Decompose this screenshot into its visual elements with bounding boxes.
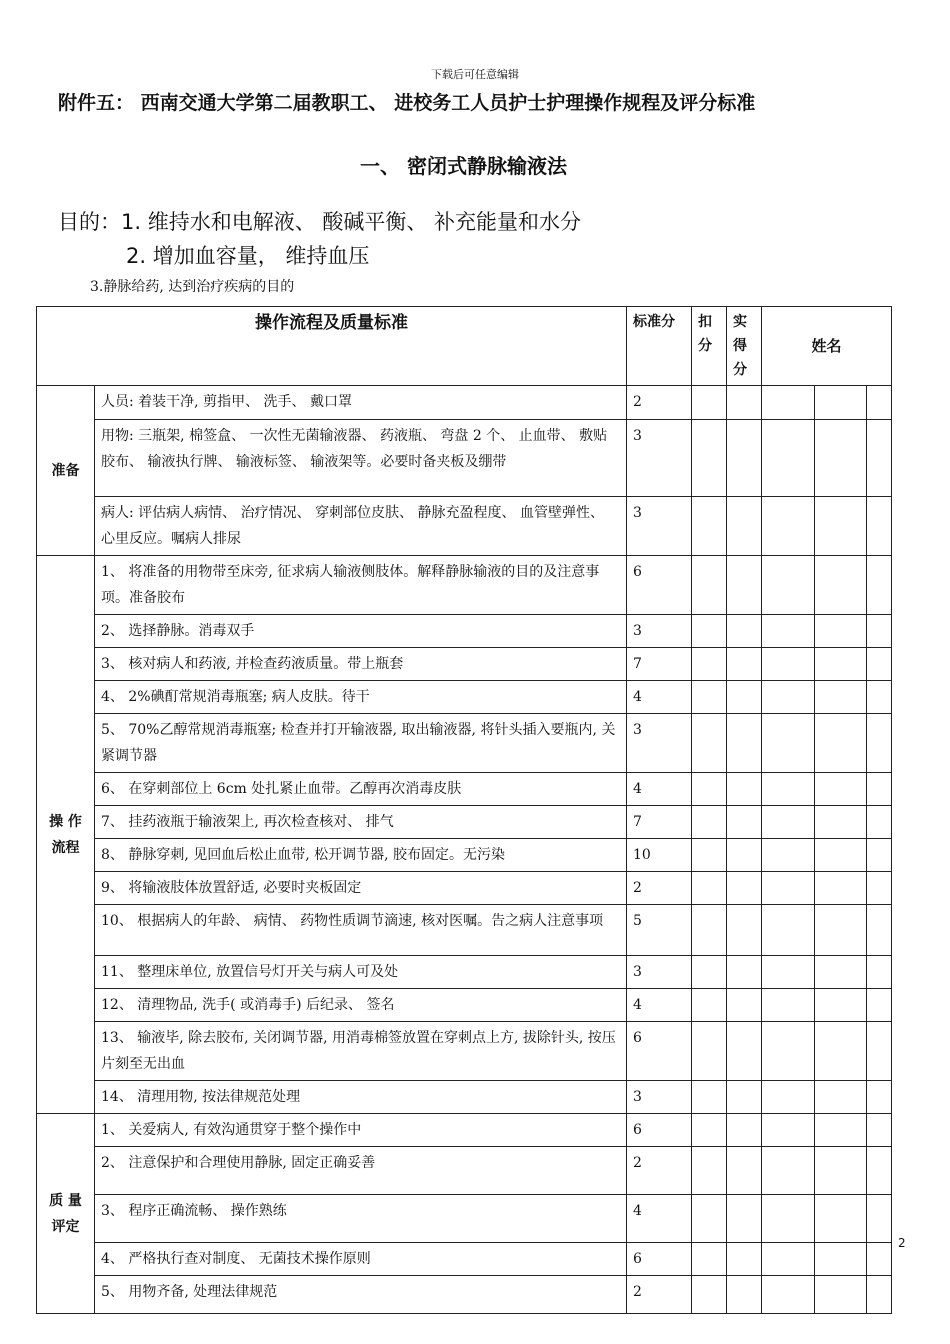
name-score-cell[interactable] <box>762 806 815 839</box>
name-score-cell[interactable] <box>815 1195 867 1243</box>
actual-score-cell[interactable] <box>727 1022 762 1081</box>
actual-score-cell[interactable] <box>727 806 762 839</box>
name-score-cell[interactable] <box>815 773 867 806</box>
purpose-line-1: 目的：1. 维持水和电解液、 酸碱平衡、 补充能量和水分 <box>58 210 582 234</box>
name-score-cell[interactable] <box>867 615 892 648</box>
actual-score-cell[interactable] <box>727 556 762 615</box>
scoring-table <box>36 306 892 1314</box>
item-text: 14、 清理用物, 按法律规范处理 <box>95 1081 627 1114</box>
item-text: 4、 2%碘酊常规消毒瓶塞; 病人皮肤。待干 <box>95 681 627 714</box>
item-text: 用物: 三瓶架, 棉签盒、 一次性无菌输液器、 药液瓶、 弯盘 2 个、 止血带、 敷贴胶布、 输液执行牌、 输液标签、 输液架等。必要时备夹板及绷带 <box>95 420 627 497</box>
deduct-cell[interactable] <box>692 681 727 714</box>
item-standard-score: 6 <box>627 1114 692 1147</box>
table-row <box>37 1195 892 1243</box>
name-score-cell[interactable] <box>815 839 867 872</box>
name-score-cell[interactable] <box>762 905 815 956</box>
name-score-cell[interactable] <box>867 806 892 839</box>
table-row <box>37 714 892 773</box>
deduct-cell[interactable] <box>692 1022 727 1081</box>
item-text: 8、 静脉穿刺, 见回血后松止血带, 松开调节器, 胶布固定。无污染 <box>95 839 627 872</box>
actual-score-cell[interactable] <box>727 714 762 773</box>
item-standard-score: 2 <box>627 872 692 905</box>
name-score-cell[interactable] <box>762 839 815 872</box>
item-text: 3、 程序正确流畅、 操作熟练 <box>95 1195 627 1243</box>
name-score-cell[interactable] <box>867 872 892 905</box>
name-score-cell[interactable] <box>762 1195 815 1243</box>
item-standard-score: 6 <box>627 1022 692 1081</box>
purpose-line-2: 2. 增加血容量， 维持血压 <box>126 244 370 268</box>
deduct-cell[interactable] <box>692 806 727 839</box>
name-score-cell[interactable] <box>867 1243 892 1276</box>
name-score-cell[interactable] <box>867 839 892 872</box>
table-row <box>37 1114 892 1147</box>
name-score-cell[interactable] <box>867 648 892 681</box>
item-standard-score: 3 <box>627 420 692 497</box>
name-score-cell[interactable] <box>762 615 815 648</box>
name-score-cell[interactable] <box>867 905 892 956</box>
item-standard-score: 2 <box>627 386 692 420</box>
deduct-cell[interactable] <box>692 989 727 1022</box>
name-score-cell[interactable] <box>815 1081 867 1114</box>
table-row <box>37 806 892 839</box>
item-standard-score: 6 <box>627 556 692 615</box>
document-title: 附件五： 西南交通大学第二届教职工、 进校务工人员护士护理操作规程及评分标准 <box>58 92 756 114</box>
deduct-cell[interactable] <box>692 773 727 806</box>
header-actual: 实得分 <box>727 307 762 386</box>
deduct-cell[interactable] <box>692 1243 727 1276</box>
name-score-cell[interactable] <box>762 648 815 681</box>
name-score-cell[interactable] <box>762 556 815 615</box>
item-text: 6、 在穿刺部位上 6cm 处扎紧止血带。乙醇再次消毒皮肤 <box>95 773 627 806</box>
header-name: 姓名 <box>762 307 892 386</box>
deduct-cell[interactable] <box>692 497 727 556</box>
name-score-cell[interactable] <box>815 681 867 714</box>
section-subtitle: 一、 密闭式静脉输液法 <box>360 154 567 178</box>
item-standard-score: 5 <box>627 905 692 956</box>
name-score-cell[interactable] <box>762 420 815 497</box>
name-score-cell[interactable] <box>815 497 867 556</box>
actual-score-cell[interactable] <box>727 989 762 1022</box>
name-score-cell[interactable] <box>762 1022 815 1081</box>
name-score-cell[interactable] <box>762 773 815 806</box>
name-score-cell[interactable] <box>867 1022 892 1081</box>
actual-score-cell[interactable] <box>727 1276 762 1314</box>
actual-score-cell[interactable] <box>727 773 762 806</box>
name-score-cell[interactable] <box>815 1147 867 1195</box>
name-score-cell[interactable] <box>815 956 867 989</box>
item-standard-score: 10 <box>627 839 692 872</box>
name-score-cell[interactable] <box>762 956 815 989</box>
item-text: 5、 70%乙醇常规消毒瓶塞; 检查并打开输液器, 取出输液器, 将针头插入要瓶内, 关紧调节器 <box>95 714 627 773</box>
table-row <box>37 1147 892 1195</box>
name-score-cell[interactable] <box>815 1114 867 1147</box>
item-text: 病人: 评估病人病情、 治疗情况、 穿刺部位皮肤、 静脉充盈程度、 血管壁弹性、 心里反应。嘱病人排尿 <box>95 497 627 556</box>
header-standard: 标准分 <box>627 307 692 386</box>
actual-score-cell[interactable] <box>727 956 762 989</box>
deduct-cell[interactable] <box>692 1081 727 1114</box>
deduct-cell[interactable] <box>692 839 727 872</box>
deduct-cell[interactable] <box>692 556 727 615</box>
name-score-cell[interactable] <box>867 420 892 497</box>
deduct-cell[interactable] <box>692 872 727 905</box>
purpose-line-3: 3.静脉给药, 达到治疗疾病的目的 <box>90 279 295 295</box>
item-standard-score: 7 <box>627 648 692 681</box>
item-text: 4、 严格执行查对制度、 无菌技术操作原则 <box>95 1243 627 1276</box>
item-standard-score: 4 <box>627 773 692 806</box>
category-label: 准备 <box>37 386 95 556</box>
table-header-row <box>37 307 892 386</box>
item-text: 5、 用物齐备, 处理法律规范 <box>95 1276 627 1314</box>
item-text: 2、 注意保护和合理使用静脉, 固定正确妥善 <box>95 1147 627 1195</box>
name-score-cell[interactable] <box>762 1081 815 1114</box>
name-score-cell[interactable] <box>762 989 815 1022</box>
item-standard-score: 2 <box>627 1276 692 1314</box>
table-row <box>37 839 892 872</box>
name-score-cell[interactable] <box>867 1114 892 1147</box>
actual-score-cell[interactable] <box>727 1243 762 1276</box>
item-standard-score: 4 <box>627 989 692 1022</box>
name-score-cell[interactable] <box>815 648 867 681</box>
actual-score-cell[interactable] <box>727 905 762 956</box>
name-score-cell[interactable] <box>867 956 892 989</box>
name-score-cell[interactable] <box>867 1147 892 1195</box>
name-score-cell[interactable] <box>867 1195 892 1243</box>
item-text: 1、 将准备的用物带至床旁, 征求病人输液侧肢体。解释静脉输液的目的及注意事项。准备胶布 <box>95 556 627 615</box>
name-score-cell[interactable] <box>867 497 892 556</box>
actual-score-cell[interactable] <box>727 615 762 648</box>
actual-score-cell[interactable] <box>727 497 762 556</box>
deduct-cell[interactable] <box>692 615 727 648</box>
table-row <box>37 648 892 681</box>
name-score-cell[interactable] <box>815 420 867 497</box>
name-score-cell[interactable] <box>815 806 867 839</box>
deduct-cell[interactable] <box>692 956 727 989</box>
item-text: 人员: 着装干净, 剪指甲、 洗手、 戴口罩 <box>95 386 627 420</box>
name-score-cell[interactable] <box>867 989 892 1022</box>
category-label: 质 量 评定 <box>37 1114 95 1314</box>
header-deduct: 扣分 <box>692 307 727 386</box>
name-score-cell[interactable] <box>762 1114 815 1147</box>
actual-score-cell[interactable] <box>727 1114 762 1147</box>
name-score-cell[interactable] <box>867 1081 892 1114</box>
table-row <box>37 386 892 420</box>
deduct-cell[interactable] <box>692 420 727 497</box>
name-score-cell[interactable] <box>762 497 815 556</box>
item-text: 13、 输液毕, 除去胶布, 关闭调节器, 用消毒棉签放置在穿刺点上方, 拔除针头, 按压片刻至无出血 <box>95 1022 627 1081</box>
name-score-cell[interactable] <box>762 1147 815 1195</box>
table-row <box>37 681 892 714</box>
deduct-cell[interactable] <box>692 714 727 773</box>
item-standard-score: 3 <box>627 1081 692 1114</box>
actual-score-cell[interactable] <box>727 648 762 681</box>
name-score-cell[interactable] <box>815 1022 867 1081</box>
category-label: 操 作 流程 <box>37 556 95 1114</box>
actual-score-cell[interactable] <box>727 681 762 714</box>
table-row <box>37 615 892 648</box>
table-row <box>37 497 892 556</box>
item-text: 9、 将输液肢体放置舒适, 必要时夹板固定 <box>95 872 627 905</box>
name-score-cell[interactable] <box>762 386 815 420</box>
item-standard-score: 7 <box>627 806 692 839</box>
item-standard-score: 6 <box>627 1243 692 1276</box>
name-score-cell[interactable] <box>762 872 815 905</box>
deduct-cell[interactable] <box>692 905 727 956</box>
item-standard-score: 3 <box>627 497 692 556</box>
table-row <box>37 773 892 806</box>
name-score-cell[interactable] <box>867 714 892 773</box>
item-text: 12、 清理物品, 洗手( 或消毒手) 后纪录、 签名 <box>95 989 627 1022</box>
name-score-cell[interactable] <box>815 1243 867 1276</box>
actual-score-cell[interactable] <box>727 839 762 872</box>
actual-score-cell[interactable] <box>727 1147 762 1195</box>
name-score-cell[interactable] <box>815 386 867 420</box>
deduct-cell[interactable] <box>692 648 727 681</box>
actual-score-cell[interactable] <box>727 872 762 905</box>
deduct-cell[interactable] <box>692 1276 727 1314</box>
item-text: 1、 关爱病人, 有效沟通贯穿于整个操作中 <box>95 1114 627 1147</box>
item-text: 7、 挂药液瓶于输液架上, 再次检查核对、 排气 <box>95 806 627 839</box>
table-row <box>37 420 892 497</box>
item-standard-score: 4 <box>627 681 692 714</box>
item-standard-score: 3 <box>627 714 692 773</box>
name-score-cell[interactable] <box>762 681 815 714</box>
name-score-cell[interactable] <box>815 1276 867 1314</box>
table-row <box>37 556 892 615</box>
name-score-cell[interactable] <box>867 556 892 615</box>
name-score-cell[interactable] <box>815 615 867 648</box>
header-process: 操作流程及质量标准 <box>37 307 627 386</box>
table-row <box>37 1022 892 1081</box>
page-number: 2 <box>898 1236 906 1250</box>
name-score-cell[interactable] <box>867 386 892 420</box>
deduct-cell[interactable] <box>692 1195 727 1243</box>
actual-score-cell[interactable] <box>727 1195 762 1243</box>
name-score-cell[interactable] <box>762 714 815 773</box>
item-text: 10、 根据病人的年龄、 病情、 药物性质调节滴速, 核对医嘱。告之病人注意事项 <box>95 905 627 956</box>
item-standard-score: 2 <box>627 1147 692 1195</box>
actual-score-cell[interactable] <box>727 386 762 420</box>
name-score-cell[interactable] <box>815 714 867 773</box>
name-score-cell[interactable] <box>867 681 892 714</box>
deduct-cell[interactable] <box>692 1147 727 1195</box>
item-text: 11、 整理床单位, 放置信号灯开关与病人可及处 <box>95 956 627 989</box>
header-note: 下载后可任意编辑 <box>431 68 519 81</box>
deduct-cell[interactable] <box>692 386 727 420</box>
table-row <box>37 872 892 905</box>
item-text: 2、 选择静脉。消毒双手 <box>95 615 627 648</box>
item-standard-score: 4 <box>627 1195 692 1243</box>
name-score-cell[interactable] <box>815 556 867 615</box>
actual-score-cell[interactable] <box>727 420 762 497</box>
deduct-cell[interactable] <box>692 1114 727 1147</box>
name-score-cell[interactable] <box>762 1243 815 1276</box>
table-row <box>37 1243 892 1276</box>
item-standard-score: 3 <box>627 615 692 648</box>
table-row <box>37 1081 892 1114</box>
name-score-cell[interactable] <box>815 989 867 1022</box>
name-score-cell[interactable] <box>867 773 892 806</box>
name-score-cell[interactable] <box>867 1276 892 1314</box>
table-row <box>37 1276 892 1314</box>
item-text: 3、 核对病人和药液, 并检查药液质量。带上瓶套 <box>95 648 627 681</box>
name-score-cell[interactable] <box>815 905 867 956</box>
table-row <box>37 905 892 956</box>
table-row <box>37 956 892 989</box>
item-standard-score: 3 <box>627 956 692 989</box>
name-score-cell[interactable] <box>762 1276 815 1314</box>
actual-score-cell[interactable] <box>727 1081 762 1114</box>
table-row <box>37 989 892 1022</box>
name-score-cell[interactable] <box>815 872 867 905</box>
